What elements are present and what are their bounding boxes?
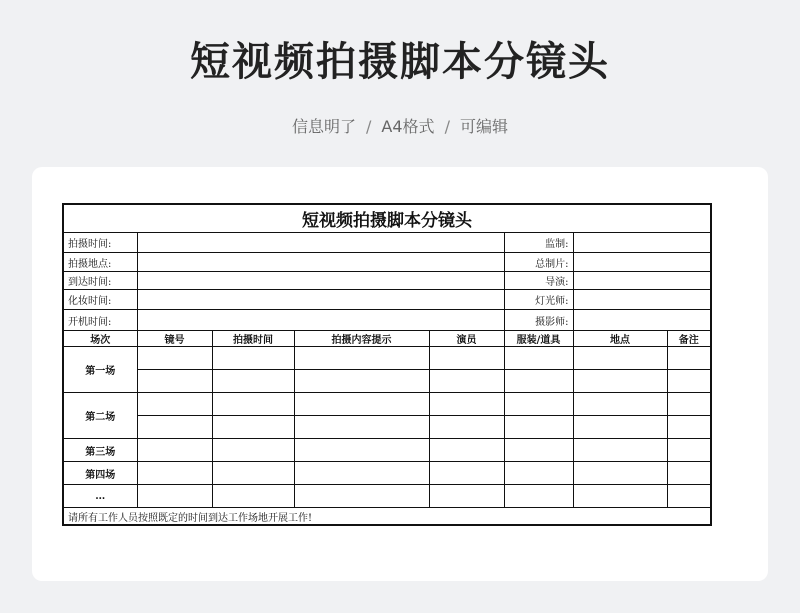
subtitle-item: 可编辑 [459, 117, 508, 136]
data-cell[interactable] [294, 416, 429, 439]
data-cell[interactable] [429, 393, 504, 416]
data-cell[interactable] [137, 439, 212, 462]
info-value-field[interactable] [137, 272, 504, 290]
data-cell[interactable] [504, 416, 573, 439]
data-cell[interactable] [667, 416, 711, 439]
data-cell[interactable] [429, 439, 504, 462]
data-cell[interactable] [212, 370, 294, 393]
sheet-title: 短视频拍摄脚本分镜头 [63, 204, 711, 233]
info-label: 灯光师: [504, 290, 573, 310]
data-cell[interactable] [137, 393, 212, 416]
data-cell[interactable] [137, 485, 212, 508]
data-cell[interactable] [212, 347, 294, 370]
info-value-field[interactable] [137, 233, 504, 253]
data-cell[interactable] [667, 393, 711, 416]
data-cell[interactable] [429, 347, 504, 370]
scene-label: 第一场 [63, 347, 137, 393]
data-cell[interactable] [294, 370, 429, 393]
subtitle-separator: / [366, 117, 372, 136]
info-label: 拍摄时间: [63, 233, 137, 253]
info-row [63, 290, 711, 310]
data-cell[interactable] [667, 439, 711, 462]
info-value-field[interactable] [573, 233, 711, 253]
data-cell[interactable] [212, 485, 294, 508]
storyboard-sheet [62, 203, 712, 526]
data-cell[interactable] [504, 485, 573, 508]
data-cell[interactable] [294, 485, 429, 508]
data-cell[interactable] [294, 439, 429, 462]
page-title: 短视频拍摄脚本分镜头 [190, 39, 610, 85]
data-cell[interactable] [137, 416, 212, 439]
column-header: 镜号 [137, 331, 212, 347]
data-cell[interactable] [573, 485, 667, 508]
column-header: 演员 [429, 331, 504, 347]
info-row [63, 253, 711, 272]
info-label: 摄影师: [504, 310, 573, 331]
table-row [63, 416, 711, 439]
data-cell[interactable] [212, 462, 294, 485]
scene-label: … [63, 485, 137, 508]
subtitle [0, 116, 800, 138]
info-value-field[interactable] [573, 310, 711, 331]
data-cell[interactable] [573, 462, 667, 485]
column-header: 地点 [573, 331, 667, 347]
data-cell[interactable] [212, 416, 294, 439]
column-header: 拍摄时间 [212, 331, 294, 347]
column-header: 场次 [63, 331, 137, 347]
subtitle-item: A4格式 [381, 117, 435, 136]
data-cell[interactable] [137, 370, 212, 393]
table-row [63, 485, 711, 508]
data-cell[interactable] [504, 370, 573, 393]
info-label: 导演: [504, 272, 573, 290]
info-label: 到达时间: [63, 272, 137, 290]
info-label: 拍摄地点: [63, 253, 137, 272]
footer-row [63, 508, 711, 526]
subtitle-item: 信息明了 [292, 117, 357, 136]
info-label: 化妆时间: [63, 290, 137, 310]
subtitle-separator: / [444, 117, 450, 136]
info-value-field[interactable] [573, 253, 711, 272]
column-header: 备注 [667, 331, 711, 347]
table-row [63, 347, 711, 370]
data-cell[interactable] [429, 485, 504, 508]
info-row [63, 233, 711, 253]
data-cell[interactable] [429, 370, 504, 393]
info-row [63, 310, 711, 331]
data-cell[interactable] [667, 370, 711, 393]
data-cell[interactable] [573, 370, 667, 393]
info-row [63, 272, 711, 290]
info-value-field[interactable] [137, 310, 504, 331]
data-cell[interactable] [429, 462, 504, 485]
info-label: 监制: [504, 233, 573, 253]
info-value-field[interactable] [137, 253, 504, 272]
data-cell[interactable] [137, 347, 212, 370]
data-cell[interactable] [573, 393, 667, 416]
column-header: 拍摄内容提示 [294, 331, 429, 347]
data-cell[interactable] [294, 347, 429, 370]
scene-label: 第二场 [63, 393, 137, 439]
data-cell[interactable] [573, 347, 667, 370]
table-row [63, 393, 711, 416]
column-header-row [63, 331, 711, 347]
sheet-title-row [63, 204, 711, 233]
data-cell[interactable] [212, 393, 294, 416]
table-row [63, 439, 711, 462]
info-value-field[interactable] [137, 290, 504, 310]
data-cell[interactable] [504, 393, 573, 416]
scene-label: 第三场 [63, 439, 137, 462]
info-value-field[interactable] [573, 290, 711, 310]
data-cell[interactable] [504, 347, 573, 370]
data-cell[interactable] [429, 416, 504, 439]
info-label: 开机时间: [63, 310, 137, 331]
table-row [63, 370, 711, 393]
footer-note: 请所有工作人员按照既定的时间到达工作场地开展工作! [63, 508, 711, 526]
data-cell[interactable] [504, 462, 573, 485]
info-label: 总制片: [504, 253, 573, 272]
data-cell[interactable] [667, 485, 711, 508]
data-cell[interactable] [294, 393, 429, 416]
column-header: 服装/道具 [504, 331, 573, 347]
data-cell[interactable] [667, 462, 711, 485]
scene-label: 第四场 [63, 462, 137, 485]
data-cell[interactable] [504, 439, 573, 462]
data-cell[interactable] [573, 416, 667, 439]
data-cell[interactable] [212, 439, 294, 462]
data-cell[interactable] [137, 462, 212, 485]
preview-card [32, 167, 768, 581]
data-cell[interactable] [294, 462, 429, 485]
data-cell[interactable] [667, 347, 711, 370]
info-value-field[interactable] [573, 272, 711, 290]
data-cell[interactable] [573, 439, 667, 462]
table-row [63, 462, 711, 485]
